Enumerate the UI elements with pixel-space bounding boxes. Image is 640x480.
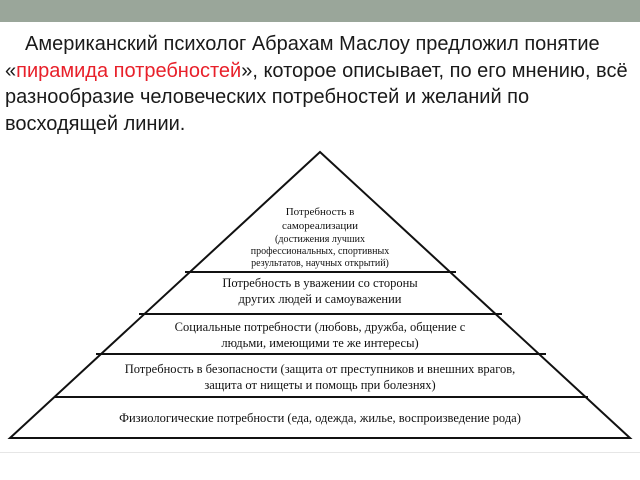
level-1-line-2: самореализации	[281, 220, 359, 232]
level-2-line-2: других людей и самоуважении	[238, 292, 402, 306]
level-1-line-4: профессиональных, спортивных	[250, 246, 390, 257]
level-1-line-1: Потребность в	[285, 206, 355, 218]
level-3-line-1: Социальные потребности (любовь, дружба, общение с	[174, 320, 466, 334]
intro-highlight: пирамида потребностей	[16, 59, 242, 82]
level-1-line-5: результатов, научных открытий)	[251, 258, 389, 269]
level-5-line-1: Физиологические потребности (еда, одежда, жилье, воспроизведение рода)	[119, 411, 521, 425]
level-self-actualization	[251, 206, 389, 269]
bottom-divider	[0, 452, 640, 453]
level-social	[175, 320, 466, 350]
level-esteem	[222, 276, 418, 306]
level-4-line-2: защита от нищеты и помощь при болезнях)	[204, 378, 436, 392]
level-4-line-1: Потребность в безопасности (защита от преступников и внешних врагов,	[124, 362, 516, 376]
intro-text-end: », которое описывает, по его мнению, всё разнообразие человеческих потребностей и желаний по восходящей линии.	[5, 59, 628, 135]
level-2-line-1: Потребность в уважении со стороны	[222, 276, 418, 290]
level-3-line-2: людьми, имеющими те же интересы)	[221, 336, 419, 350]
intro-text-start: Американский психолог Абрахам Маслоу предложил понятие «	[5, 33, 600, 82]
level-1-line-3: (достижения лучших	[275, 234, 365, 245]
level-physiological	[119, 411, 521, 425]
level-safety	[125, 362, 516, 392]
